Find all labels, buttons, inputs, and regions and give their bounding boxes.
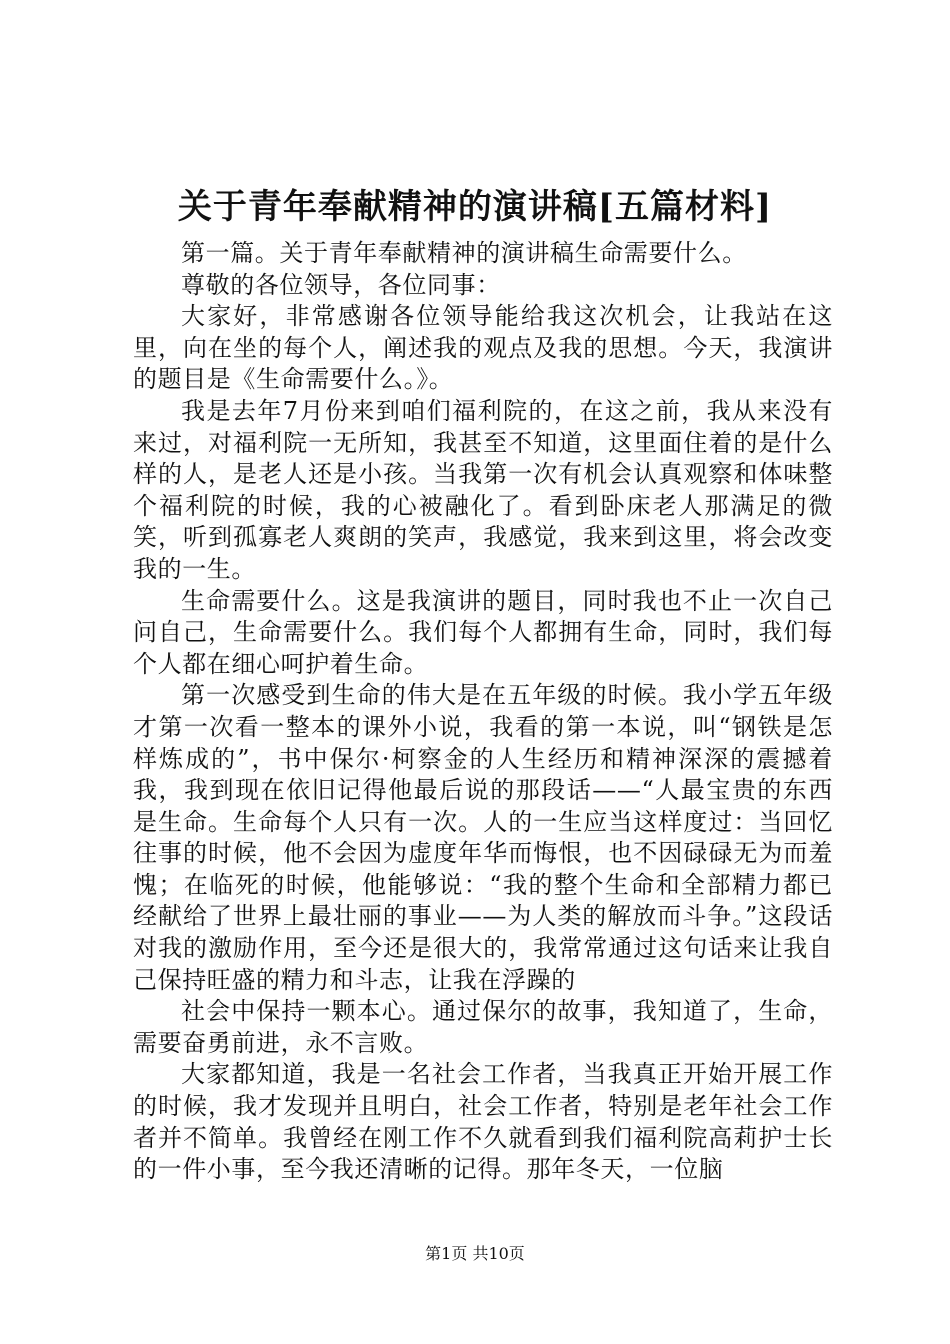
paragraph-social-worker: 大家都知道，我是一名社会工作者，当我真正开始开展工作的时候，我才发现并且明白，社会工作者，特别是老年社会工作者并不简单。我曾经在刚工作不久就看到我们福利院高莉护士长的一件小事，至今我还清晰的记得。那年冬天，一位脑 [133, 1060, 833, 1184]
paragraph-arrival: 我是去年7月份来到咱们福利院的，在这之前，我从来没有来过，对福利院一无所知，我甚至不知道，这里面住着的是什么样的人，是老人还是小孩。当我第一次有机会认真观察和体味整个福利院的时候，我的心被融化了。看到卧床老人那满足的微笑，听到孤寡老人爽朗的笑声，我感觉，我来到这里，将会改变我的一生。 [133, 396, 833, 583]
paragraph-greeting: 大家好，非常感谢各位领导能给我这次机会，让我站在这里，向在坐的每个人，阐述我的观点及我的思想。今天，我演讲的题目是《生命需要什么。》。 [133, 302, 833, 394]
paragraph-chapter-heading: 第一篇。关于青年奉献精神的演讲稿生命需要什么。 [181, 239, 747, 267]
paragraph-question: 生命需要什么。这是我演讲的题目，同时我也不止一次自己问自己，生命需要什么。我们每个人都拥有生命，同时，我们每个人都在细心呵护着生命。 [133, 586, 833, 678]
document-title: 关于青年奉献精神的演讲稿[五篇材料] [177, 187, 773, 227]
document-body [133, 238, 833, 1186]
paragraph-salutation: 尊敬的各位领导，各位同事： [181, 270, 501, 299]
paragraph-first-feeling: 第一次感受到生命的伟大是在五年级的时候。我小学五年级才第一次看一整本的课外小说，我看的第一本说，叫“钢铁是怎样炼成的”，书中保尔·柯察金的人生经历和精神深深的震撼着我，我到现在依旧记得他最后说的那段话——“人最宝贵的东西是生命。生命每个人只有一次。人的一生应当这样度过：当回忆往事的时候，他不会因为虚度年华而悔恨，也不因碌碌无为而羞愧；在临死的时候，他能够说：“我的整个生命和全部精力都已经献给了世界上最壮丽的事业——为人类的解放而斗争。”这段话对我的激励作用，至今还是很大的，我常常通过这句话来让我自己保持旺盛的精力和斗志，让我在浮躁的 [133, 681, 833, 994]
page-number-footer: 第1页 共10页 [425, 1244, 525, 1263]
paragraph-continuation: 社会中保持一颗本心。通过保尔的故事，我知道了，生命，需要奋勇前进，永不言败。 [133, 997, 833, 1057]
